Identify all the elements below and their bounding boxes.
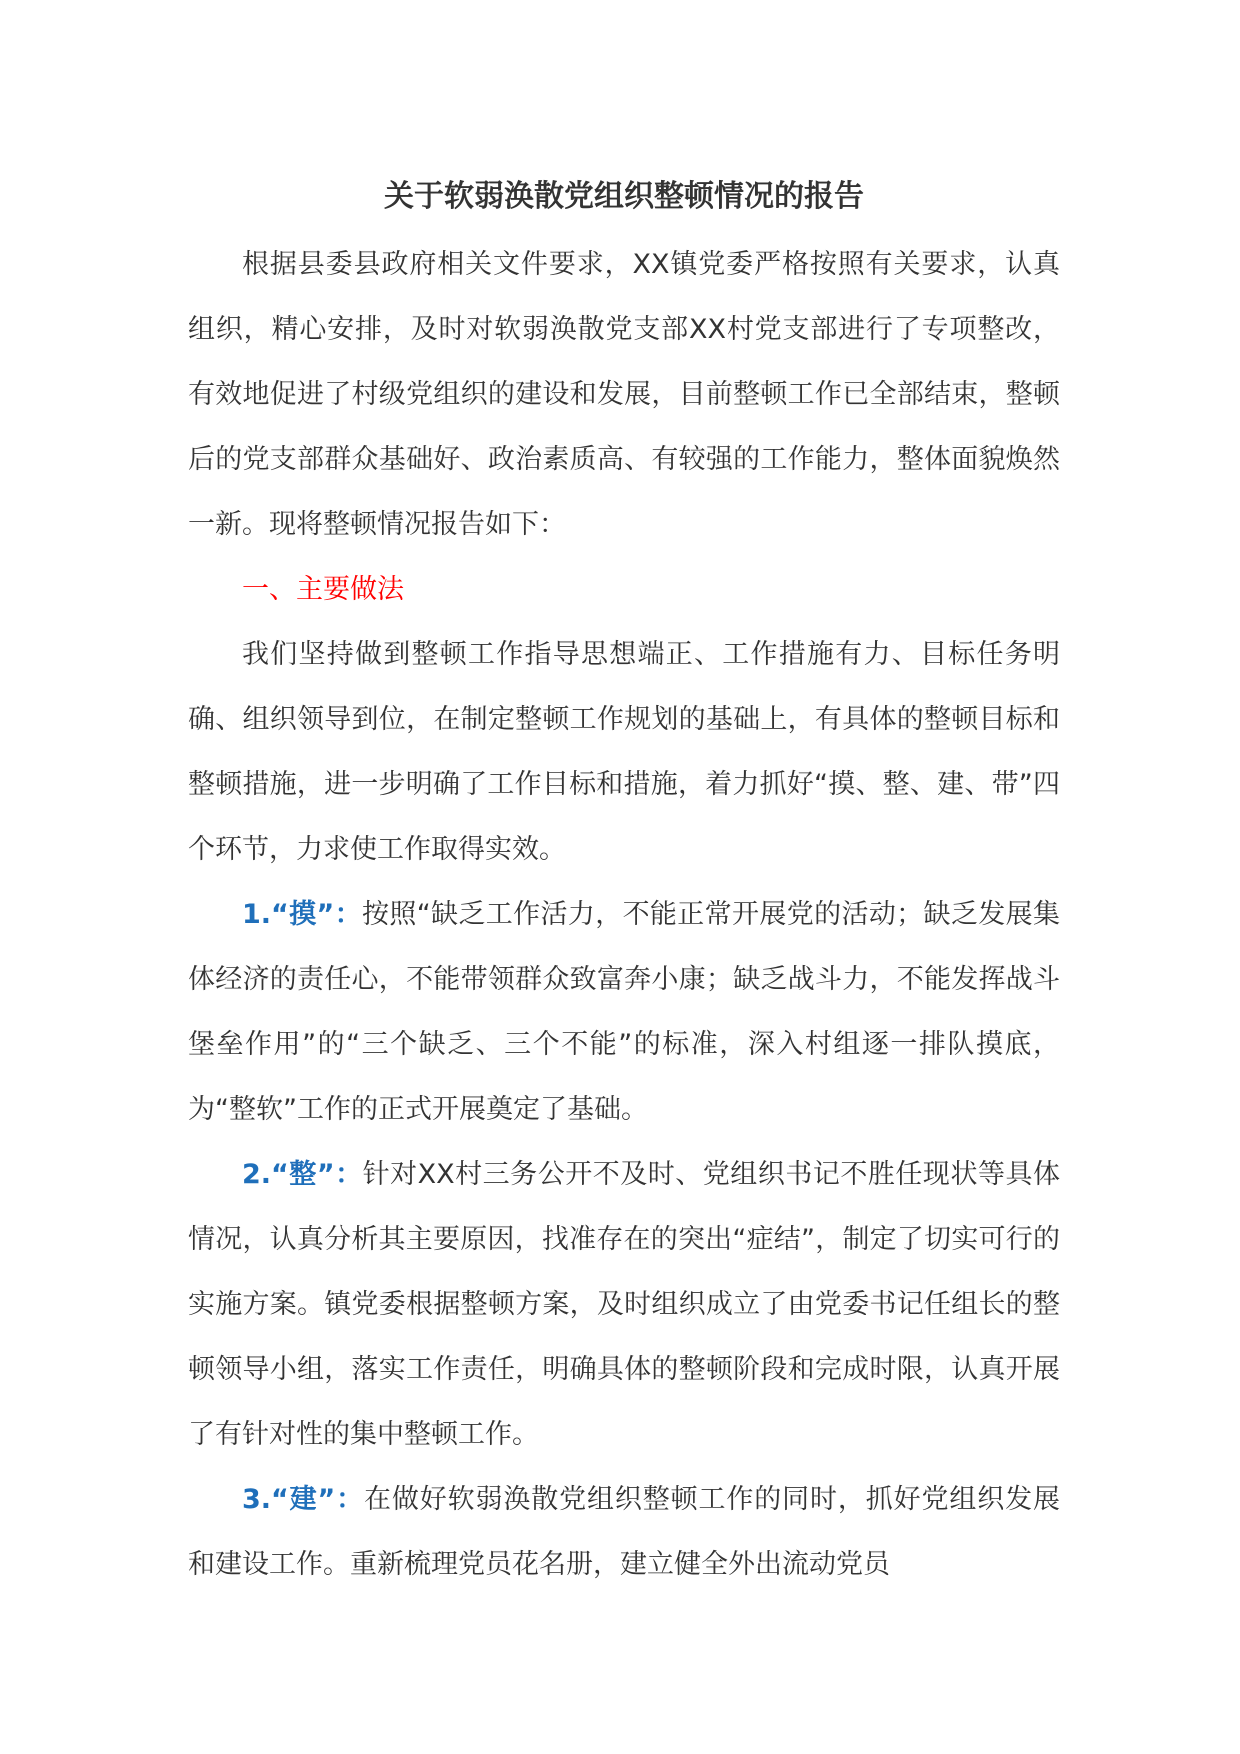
section-heading-main-practices: 一、主要做法 <box>242 574 404 605</box>
item-label-3: 3.“建”： <box>242 1484 365 1515</box>
document-title: 关于软弱涣散党组织整顿情况的报告 <box>384 179 864 214</box>
section-paragraph: 我们坚持做到整顿工作指导思想端正、工作措施有力、目标任务明确、组织领导到位，在制定整顿工作规划的基础上，有具体的整顿目标和整顿措施，进一步明确了工作目标和措施，着力抓好“摸、整、建、带”四个环节，力求使工作取得实效。 <box>188 639 1060 865</box>
document-body <box>188 162 1060 1597</box>
item-label-1: 1.“摸”： <box>242 899 362 930</box>
intro-paragraph: 根据县委县政府相关文件要求，XX镇党委严格按照有关要求，认真组织，精心安排，及时对软弱涣散党支部XX村党支部进行了专项整改，有效地促进了村级党组织的建设和发展，目前整顿工作已全部结束，整顿后的党支部群众基础好、政治素质高、有较强的工作能力，整体面貌焕然一新。现将整顿情况报告如下： <box>188 249 1060 540</box>
item-text-3: 在做好软弱涣散党组织整顿工作的同时，抓好党组织发展和建设工作。重新梳理党员花名册，建立健全外出流动党员 <box>188 1484 1060 1580</box>
item-text-2: 针对XX村三务公开不及时、党组织书记不胜任现状等具体情况，认真分析其主要原因，找准存在的突出“症结”，制定了切实可行的实施方案。镇党委根据整顿方案，及时组织成立了由党委书记任组长的整顿领导小组，落实工作责任，明确具体的整顿阶段和完成时限，认真开展了有针对性的集中整顿工作。 <box>188 1159 1060 1450</box>
list-item-3 <box>188 1467 1060 1597</box>
list-item-1 <box>188 882 1060 1142</box>
item-label-2: 2.“整”： <box>242 1159 363 1190</box>
list-item-2 <box>188 1142 1060 1467</box>
item-text-1: 按照“缺乏工作活力，不能正常开展党的活动；缺乏发展集体经济的责任心，不能带领群众致富奔小康；缺乏战斗力，不能发挥战斗堡垒作用”的“三个缺乏、三个不能”的标准，深入村组逐一排队摸底，为“整软”工作的正式开展奠定了基础。 <box>188 899 1060 1125</box>
